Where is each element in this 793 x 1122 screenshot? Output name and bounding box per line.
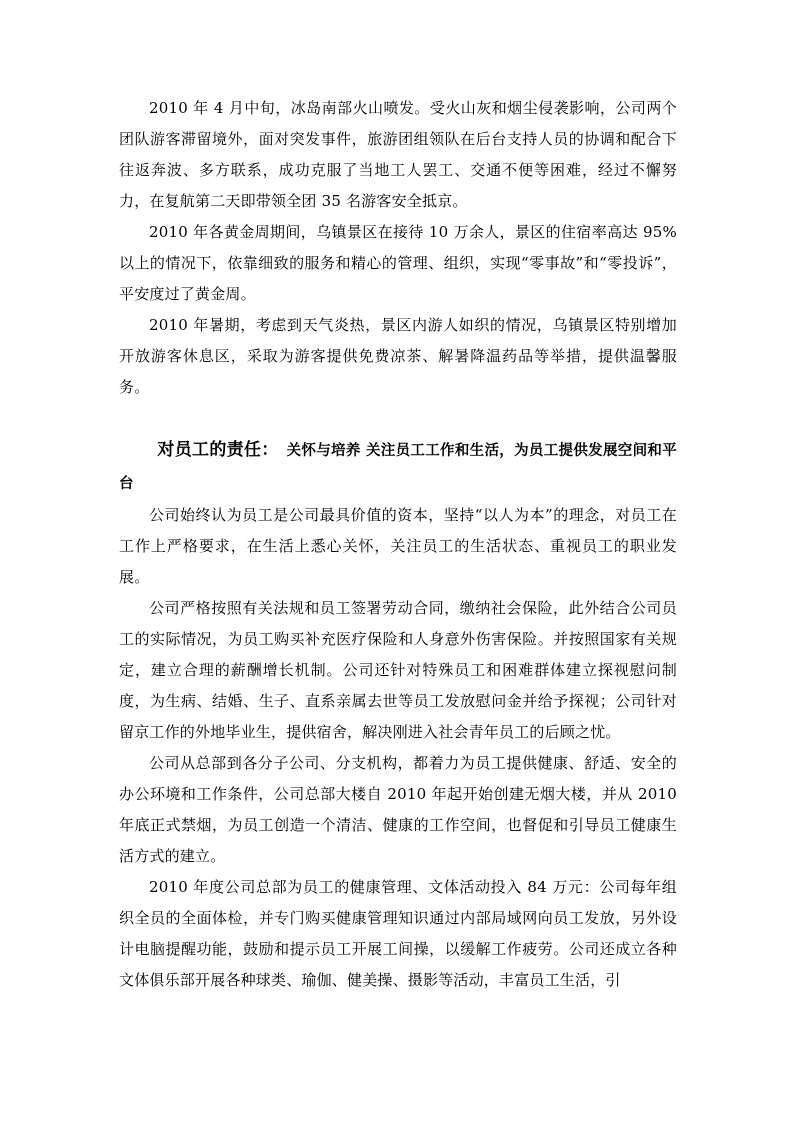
paragraph-health-investment: 2010 年度公司总部为员工的健康管理、文体活动投入 84 万元：公司每年组织全员的全面体检，并专门购买健康管理知识通过内部局域网向员工发放，另外设计电脑提醒功能，鼓励和提示员工开展工间操，以缓解工作疲劳。公司还成立各种文体俱乐部开展各种球类、瑜伽、健美操、摄影等活动，丰富员工生活，引 [119,878,677,989]
paragraph-summer-service: 2010 年暑期，考虑到天气炎热，景区内游人如织的情况，乌镇景区特别增加开放游客休息区，采取为游客提供免费凉茶、解暑降温药品等举措，提供温馨服务。 [119,316,677,396]
section-subtitle: 关怀与培养 关注员工工作和生活，为员工提供发展空间和平台 [119,443,677,492]
section-title: 对员工的责任： [157,440,279,460]
document-body [119,93,677,996]
paragraph-golden-week: 2010 年各黄金周期间，乌镇景区在接待 10 万余人，景区的住宿率高达 95%以上的情况下，依靠细致的服务和精心的管理、组织，实现“零事故”和“零投诉”，平安度过了黄金周。 [119,223,677,303]
paragraph-labor-insurance: 公司严格按照有关法规和员工签署劳动合同，缴纳社会保险，此外结合公司员工的实际情况，为员工购买补充医疗保险和人身意外伤害保险。并按照国家有关规定，建立合理的薪酬增长机制。公司还针对特殊员工和困难群体建立探视慰问制度，为生病、结婚、生子、直系亲属去世等员工发放慰问金并给予探视；公司针对留京工作的外地毕业生，提供宿舍，解决刚进入社会青年员工的后顾之忧。 [119,599,677,741]
paragraph-people-oriented: 公司始终认为员工是公司最具价值的资本，坚持“以人为本”的理念，对员工在工作上严格要求，在生活上悉心关怀，关注员工的生活状态、重视员工的职业发展。 [119,506,677,586]
paragraph-iceland-volcano: 2010 年 4 月中旬，冰岛南部火山喷发。受火山灰和烟尘侵袭影响，公司两个团队游客滞留境外，面对突发事件，旅游团组领队在后台支持人员的协调和配合下往返奔波、多方联系，成功克服了当地工人罢工、交通不便等困难，经过不懈努力，在复航第二天即带领全团 35 名游客安全抵京。 [119,99,677,210]
section-heading-employee-responsibility [119,434,677,500]
paragraph-office-environment: 公司从总部到各分子公司、分支机构，都着力为员工提供健康、舒适、安全的办公环境和工作条件，公司总部大楼自 2010 年起开始创建无烟大楼，并从 2010 年底正式禁烟，为员工创造一个清洁、健康的工作空间，也督促和引导员工健康生活方式的建立。 [119,754,677,865]
